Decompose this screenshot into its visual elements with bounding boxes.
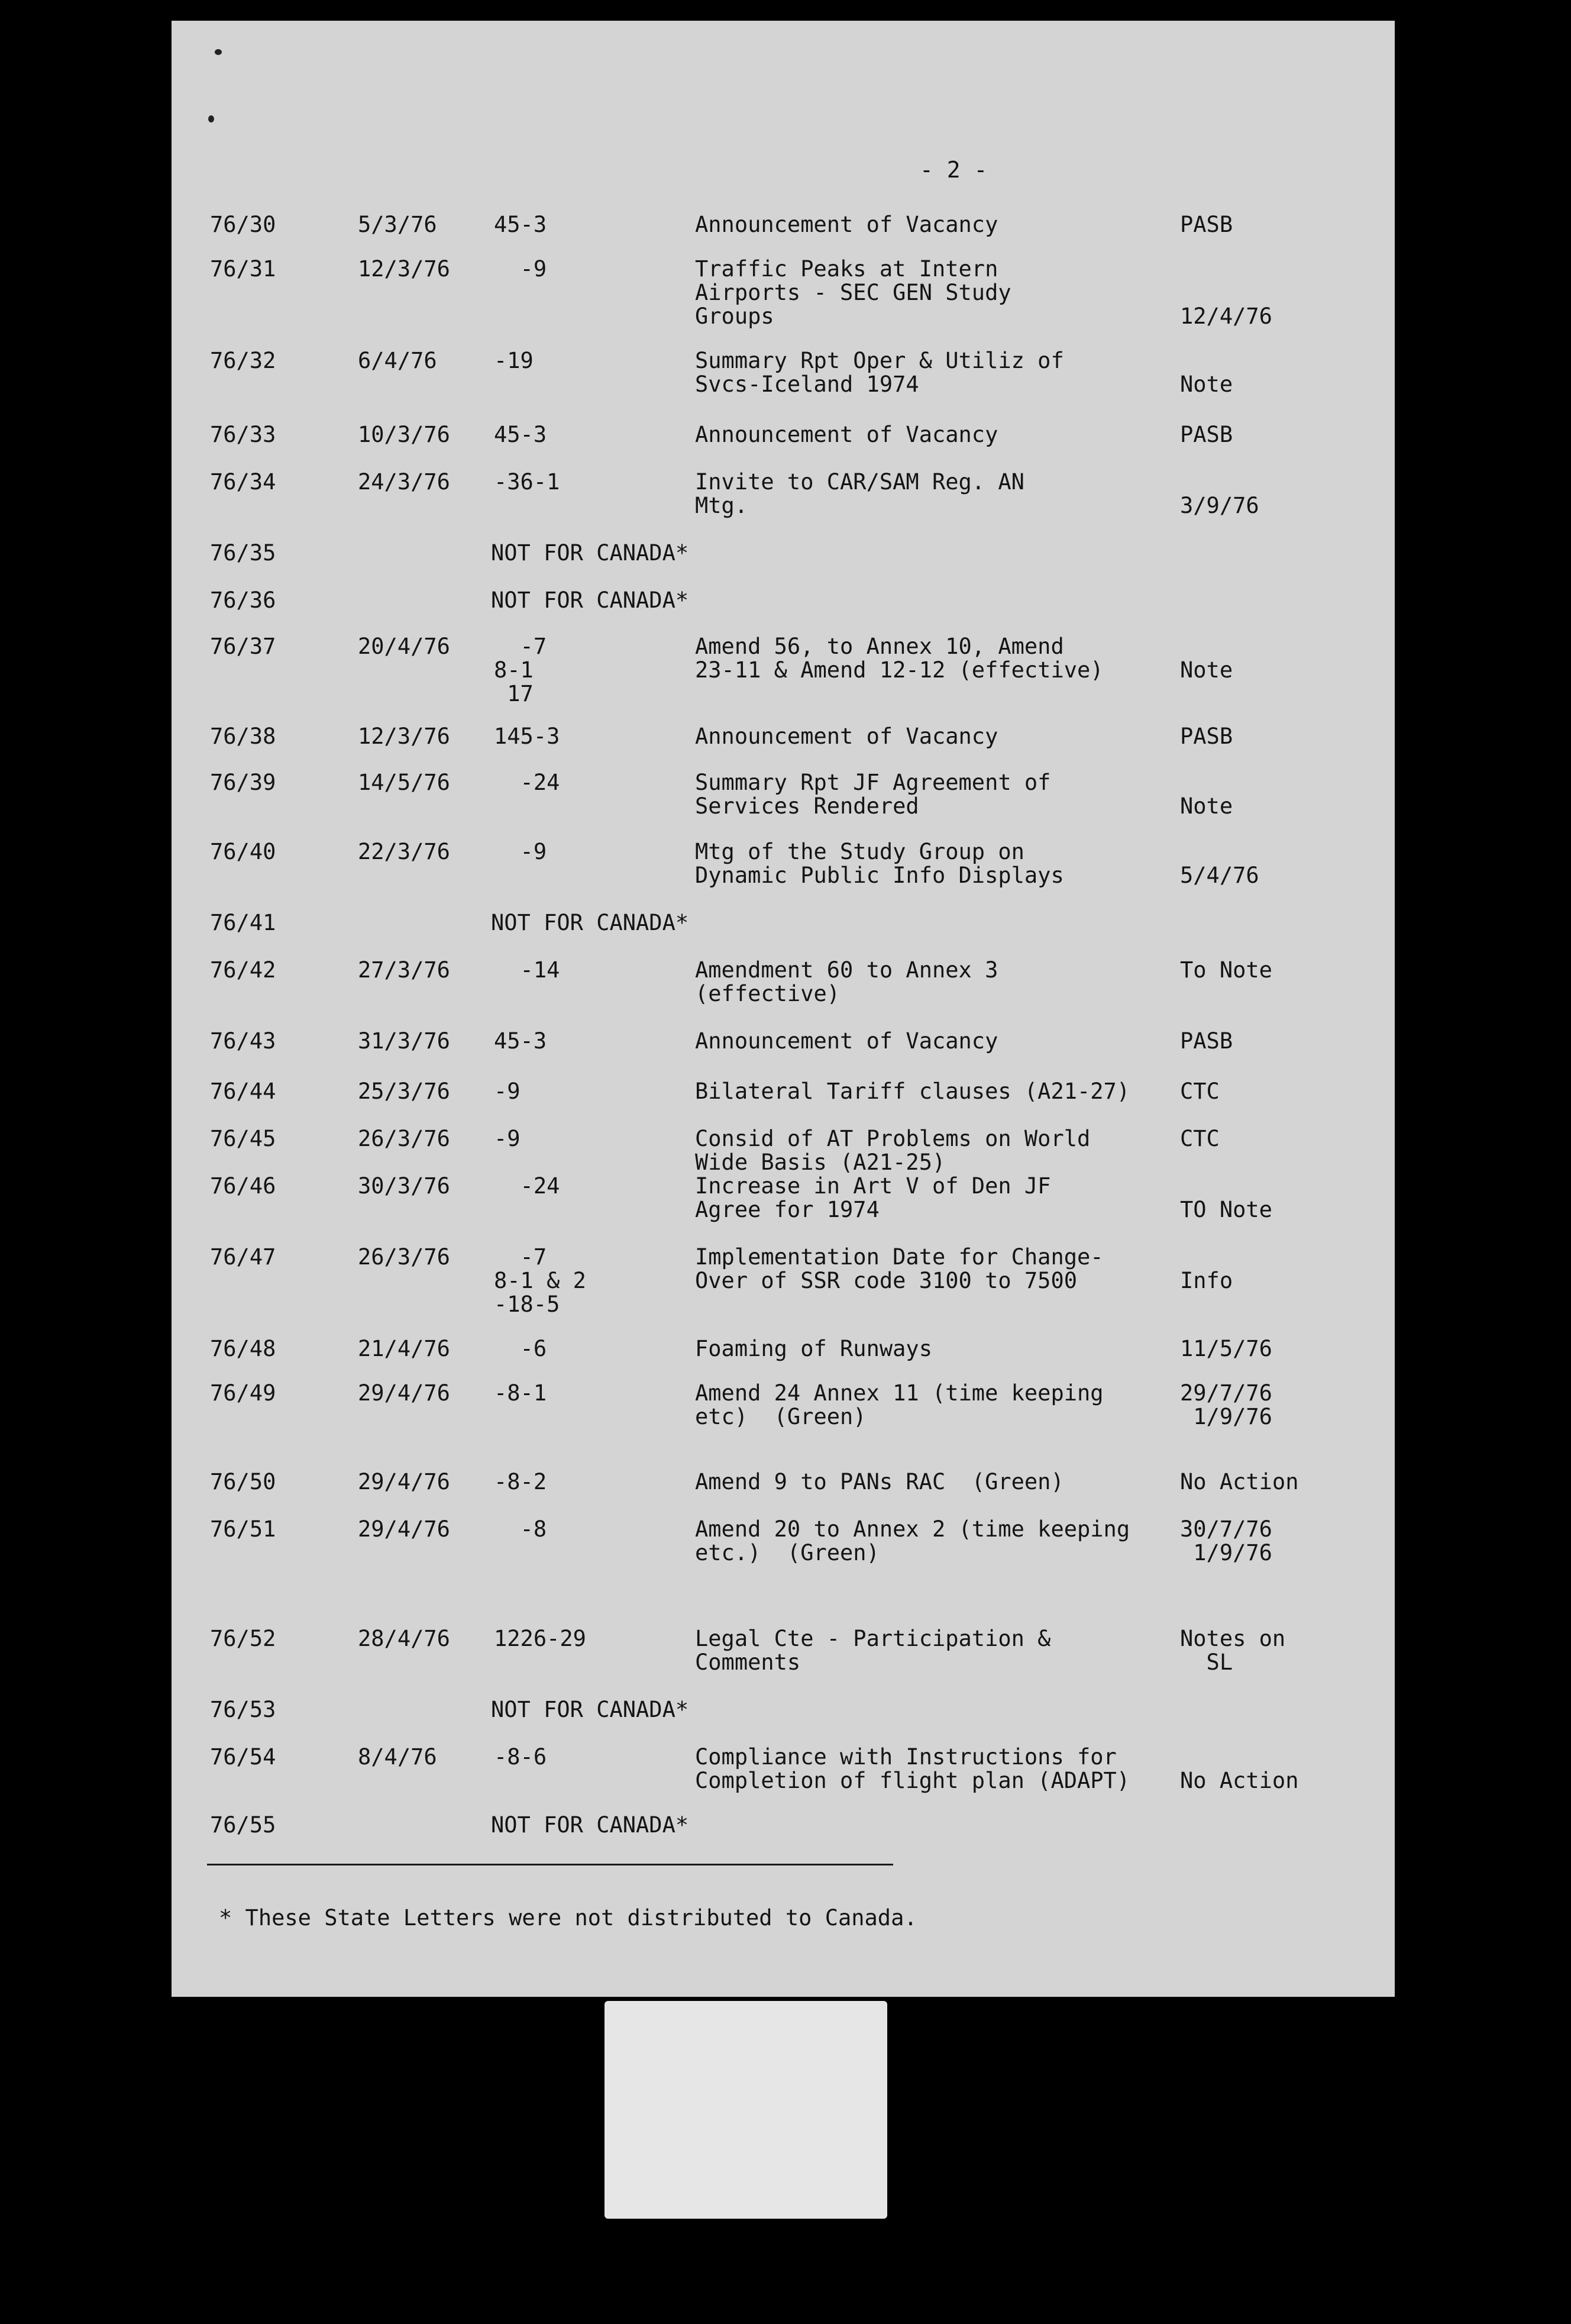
- file-reference: -8: [494, 1516, 547, 1542]
- letter-subject: Increase in Art V of Den JF Agree for 1974: [695, 1173, 1051, 1222]
- letter-number: 76/51: [210, 1516, 276, 1542]
- file-reference: -8-6: [494, 1744, 547, 1770]
- file-reference: -8-1: [494, 1380, 547, 1406]
- letter-date: 26/3/76: [358, 1126, 450, 1151]
- file-reference: NOT FOR CANADA*: [491, 1812, 689, 1838]
- letter-number: 76/37: [210, 634, 276, 659]
- letter-number: 76/49: [210, 1380, 276, 1406]
- action-taken: CTC: [1180, 1126, 1220, 1151]
- letter-number: 76/53: [210, 1697, 276, 1722]
- file-reference: -9: [494, 256, 547, 282]
- letter-subject: Summary Rpt JF Agreement of Services Rendered: [695, 770, 1051, 819]
- file-reference: NOT FOR CANADA*: [491, 540, 689, 566]
- letter-date: 27/3/76: [358, 957, 450, 983]
- action-taken: 30/7/76 1/9/76: [1180, 1516, 1272, 1566]
- letter-date: 12/3/76: [358, 724, 450, 749]
- action-taken: PASB: [1180, 212, 1233, 237]
- letter-number: 76/39: [210, 770, 276, 795]
- letter-subject: Announcement of Vacancy: [695, 724, 998, 749]
- letter-date: 29/4/76: [358, 1516, 450, 1542]
- letter-number: 76/33: [210, 422, 276, 447]
- file-reference: 1226-29: [494, 1626, 586, 1651]
- letter-number: 76/41: [210, 910, 276, 935]
- letter-number: 76/35: [210, 540, 276, 566]
- letter-number: 76/50: [210, 1469, 276, 1495]
- letter-date: 8/4/76: [358, 1744, 437, 1770]
- letter-subject: Amend 9 to PANs RAC (Green): [695, 1469, 1064, 1495]
- letter-subject: Announcement of Vacancy: [695, 1028, 998, 1054]
- table-row: [172, 958, 1395, 1018]
- letter-subject: Announcement of Vacancy: [695, 212, 998, 237]
- letter-date: 29/4/76: [358, 1380, 450, 1406]
- table-row: [172, 771, 1395, 830]
- letter-number: 76/32: [210, 348, 276, 373]
- letter-subject: Implementation Date for Change- Over of SSR code 3100 to 7500: [695, 1244, 1104, 1293]
- action-taken: Notes on SL: [1180, 1626, 1286, 1675]
- file-reference: -36-1: [494, 469, 560, 495]
- letter-number: 76/54: [210, 1744, 276, 1770]
- action-taken: Info: [1180, 1268, 1233, 1293]
- letter-date: 24/3/76: [358, 469, 450, 495]
- table-row: [172, 1627, 1395, 1686]
- file-reference: 45-3: [494, 212, 547, 237]
- letter-subject: Foaming of Runways: [695, 1336, 932, 1361]
- file-reference: 45-3: [494, 1028, 547, 1054]
- file-reference: -9: [494, 1126, 521, 1151]
- letter-subject: Amendment 60 to Annex 3 (effective): [695, 957, 998, 1006]
- letter-date: 22/3/76: [358, 839, 450, 864]
- action-taken: PASB: [1180, 724, 1233, 749]
- action-taken: 5/4/76: [1180, 863, 1259, 888]
- letter-number: 76/34: [210, 469, 276, 495]
- action-taken: No Action: [1180, 1768, 1299, 1793]
- footnote: * These State Letters were not distributed to Canada.: [219, 1905, 917, 1931]
- letter-date: 28/4/76: [358, 1626, 450, 1651]
- file-reference: 145-3: [494, 724, 560, 749]
- letter-date: 21/4/76: [358, 1336, 450, 1361]
- file-reference: -19: [494, 348, 534, 373]
- letter-subject: Consid of AT Problems on World Wide Basis (A21-25): [695, 1126, 1091, 1175]
- dot-mark: [215, 49, 222, 55]
- letter-number: 76/42: [210, 957, 276, 983]
- table-row: [172, 840, 1395, 899]
- file-reference: NOT FOR CANADA*: [491, 1697, 689, 1722]
- letter-date: 10/3/76: [358, 422, 450, 447]
- letter-subject: Amend 56, to Annex 10, Amend 23-11 & Amend 12-12 (effective): [695, 634, 1104, 683]
- letter-subject: Invite to CAR/SAM Reg. AN Mtg.: [695, 469, 1024, 518]
- action-taken: Note: [1180, 657, 1233, 683]
- action-taken: PASB: [1180, 422, 1233, 447]
- letter-number: 76/38: [210, 724, 276, 749]
- action-taken: Note: [1180, 372, 1233, 397]
- letter-date: 26/3/76: [358, 1244, 450, 1270]
- letter-number: 76/45: [210, 1126, 276, 1151]
- action-taken: PASB: [1180, 1028, 1233, 1054]
- letter-number: 76/48: [210, 1336, 276, 1361]
- letter-number: 76/55: [210, 1812, 276, 1838]
- file-reference: -24: [494, 770, 560, 795]
- letter-subject: Traffic Peaks at Intern Airports - SEC GEN Study Groups: [695, 256, 1011, 329]
- letter-date: 20/4/76: [358, 634, 450, 659]
- blank-card: [605, 2001, 887, 2219]
- table-row: [172, 470, 1395, 530]
- letter-date: 29/4/76: [358, 1469, 450, 1495]
- letter-number: 76/52: [210, 1626, 276, 1651]
- table-row: [172, 1745, 1395, 1805]
- table-row: [172, 1174, 1395, 1234]
- letter-number: 76/36: [210, 588, 276, 613]
- table-row: [172, 349, 1395, 408]
- file-reference: -14: [494, 957, 560, 983]
- table-row: [172, 634, 1395, 706]
- action-taken: Note: [1180, 793, 1233, 819]
- footnote-rule: [207, 1864, 893, 1865]
- file-reference: -8-2: [494, 1469, 547, 1495]
- action-taken: 29/7/76 1/9/76: [1180, 1380, 1272, 1429]
- letter-subject: Legal Cte - Participation & Comments: [695, 1626, 1051, 1675]
- page-number: - 2 -: [920, 157, 988, 183]
- letter-subject: Mtg of the Study Group on Dynamic Public Info Displays: [695, 839, 1064, 888]
- table-row: [172, 1244, 1395, 1317]
- letter-date: 5/3/76: [358, 212, 437, 237]
- table-row: [172, 1382, 1395, 1441]
- file-reference: -7 8-1 & 2 -18-5: [494, 1244, 586, 1317]
- letter-subject: Amend 20 to Annex 2 (time keeping etc.) (Green): [695, 1516, 1130, 1566]
- action-taken: To Note: [1180, 957, 1272, 983]
- letter-subject: Amend 24 Annex 11 (time keeping etc) (Green): [695, 1380, 1104, 1429]
- letter-date: 6/4/76: [358, 348, 437, 373]
- letter-date: 25/3/76: [358, 1079, 450, 1104]
- action-taken: 11/5/76: [1180, 1336, 1272, 1361]
- letter-date: 30/3/76: [358, 1173, 450, 1199]
- letter-subject: Compliance with Instructions for Completion of flight plan (ADAPT): [695, 1744, 1130, 1793]
- letter-number: 76/47: [210, 1244, 276, 1270]
- action-taken: CTC: [1180, 1079, 1220, 1104]
- letter-number: 76/46: [210, 1173, 276, 1199]
- file-reference: -6: [494, 1336, 547, 1361]
- file-reference: -9: [494, 1079, 521, 1104]
- letter-date: 31/3/76: [358, 1028, 450, 1054]
- letter-number: 76/40: [210, 839, 276, 864]
- letter-number: 76/31: [210, 256, 276, 282]
- action-taken: 3/9/76: [1180, 493, 1259, 518]
- letter-date: 14/5/76: [358, 770, 450, 795]
- file-reference: -24: [494, 1173, 560, 1199]
- letter-number: 76/44: [210, 1079, 276, 1104]
- table-row: [172, 1518, 1395, 1577]
- file-reference: -7 8-1 17: [494, 634, 547, 706]
- document-page: [172, 21, 1395, 1997]
- file-reference: -9: [494, 839, 547, 864]
- dot-mark: [208, 115, 214, 122]
- letter-number: 76/30: [210, 212, 276, 237]
- table-row: [172, 256, 1395, 329]
- letter-date: 12/3/76: [358, 256, 450, 282]
- action-taken: TO Note: [1180, 1197, 1272, 1222]
- action-taken: 12/4/76: [1180, 304, 1272, 329]
- file-reference: NOT FOR CANADA*: [491, 910, 689, 935]
- action-taken: No Action: [1180, 1469, 1299, 1495]
- file-reference: 45-3: [494, 422, 547, 447]
- letter-number: 76/43: [210, 1028, 276, 1054]
- letter-subject: Summary Rpt Oper & Utiliz of Svcs-Iceland 1974: [695, 348, 1064, 397]
- letter-subject: Bilateral Tariff clauses (A21-27): [695, 1079, 1130, 1104]
- file-reference: NOT FOR CANADA*: [491, 588, 689, 613]
- letter-subject: Announcement of Vacancy: [695, 422, 998, 447]
